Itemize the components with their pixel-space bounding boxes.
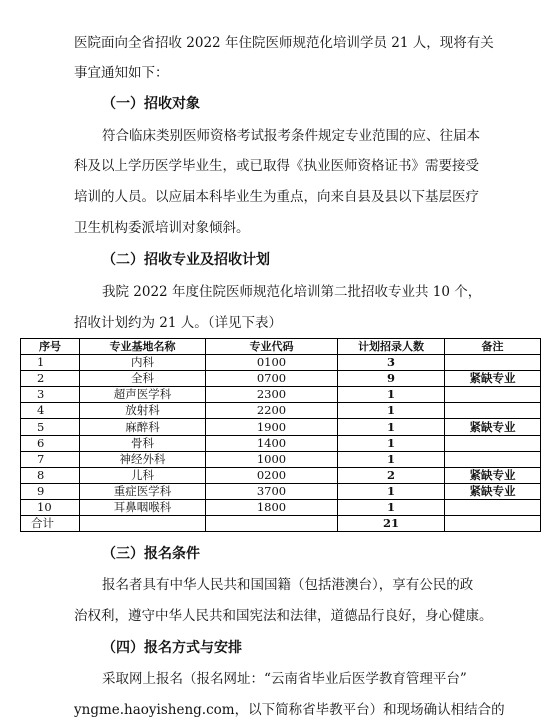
section-2-heading: （二）招收专业及招收计划 (102, 252, 270, 268)
intro-line-2: 事宜通知如下： (74, 65, 169, 81)
cell-base-name: 骨科 (80, 435, 206, 451)
section-4-line: 采取网上报名（报名网址：“云南省毕业后医学教育管理平台” (102, 671, 467, 687)
cell-code: 2300 (206, 387, 338, 403)
header-serial: 序号 (21, 339, 80, 355)
cell-serial: 9 (21, 483, 80, 499)
cell-serial: 10 (21, 499, 80, 515)
section-1-heading: （一）招收对象 (102, 96, 200, 112)
header-planned-count: 计划招录人数 (338, 339, 445, 355)
table-row (21, 499, 541, 515)
total-empty-cell (206, 516, 338, 532)
cell-code: 0100 (206, 355, 338, 371)
section-1-line: 科及以上学历医学毕业生，或已取得《执业医师资格证书》需要接受 (74, 158, 479, 174)
cell-planned-count: 1 (338, 499, 445, 515)
enrollment-plan-table (20, 338, 541, 532)
cell-remark (445, 499, 541, 515)
cell-serial: 7 (21, 451, 80, 467)
table-row (21, 403, 541, 419)
cell-remark: 紧缺专业 (445, 467, 541, 483)
section-3-heading: （三）报名条件 (102, 546, 200, 562)
cell-base-name: 超声医学科 (80, 387, 206, 403)
cell-code: 1400 (206, 435, 338, 451)
section-4-line: yngme.haoyisheng.com，以下简称省毕教平台）和现场确认相结合的 (74, 702, 505, 718)
section-4-heading: （四）报名方式与安排 (102, 640, 242, 656)
cell-code: 1000 (206, 451, 338, 467)
section-1-line: 培训的人员。以应届本科毕业生为重点，向来自县及县以下基层医疗 (74, 189, 479, 205)
cell-planned-count: 9 (338, 371, 445, 387)
cell-planned-count: 2 (338, 467, 445, 483)
cell-remark (445, 355, 541, 371)
table-row (21, 355, 541, 371)
cell-base-name: 内科 (80, 355, 206, 371)
total-label: 合计 (21, 516, 80, 532)
table-row (21, 435, 541, 451)
cell-remark: 紧缺专业 (445, 483, 541, 499)
cell-remark (445, 451, 541, 467)
header-code: 专业代码 (206, 339, 338, 355)
section-1-line: 卫生机构委派培训对象倾斜。 (74, 220, 250, 236)
intro-line-1: 医院面向全省招收 2022 年住院医师规范化培训学员 21 人，现将有关 (74, 35, 494, 51)
cell-planned-count: 1 (338, 403, 445, 419)
cell-code: 0700 (206, 371, 338, 387)
cell-planned-count: 1 (338, 419, 445, 435)
table-total-row (21, 516, 541, 532)
table-row (21, 419, 541, 435)
cell-remark (445, 403, 541, 419)
cell-remark: 紧缺专业 (445, 419, 541, 435)
cell-code: 0200 (206, 467, 338, 483)
cell-planned-count: 3 (338, 355, 445, 371)
cell-code: 1900 (206, 419, 338, 435)
total-empty-cell (80, 516, 206, 532)
table-row (21, 451, 541, 467)
cell-serial: 3 (21, 387, 80, 403)
cell-base-name: 神经外科 (80, 451, 206, 467)
table-row (21, 387, 541, 403)
cell-code: 2200 (206, 403, 338, 419)
cell-serial: 8 (21, 467, 80, 483)
cell-base-name: 耳鼻咽喉科 (80, 499, 206, 515)
section-3-line: 报名者具有中华人民共和国国籍（包括港澳台），享有公民的政 (102, 577, 474, 593)
cell-code: 3700 (206, 483, 338, 499)
cell-planned-count: 1 (338, 387, 445, 403)
cell-base-name: 重症医学科 (80, 483, 206, 499)
cell-serial: 6 (21, 435, 80, 451)
cell-base-name: 麻醉科 (80, 419, 206, 435)
cell-remark (445, 435, 541, 451)
section-1-line: 符合临床类别医师资格考试报考条件规定专业范围的应、往届本 (102, 128, 480, 144)
cell-base-name: 放射科 (80, 403, 206, 419)
cell-remark: 紧缺专业 (445, 371, 541, 387)
cell-planned-count: 1 (338, 435, 445, 451)
section-3-line: 治权利，遵守中华人民共和国宪法和法律，道德品行良好，身心健康。 (74, 608, 493, 624)
cell-serial: 1 (21, 355, 80, 371)
cell-planned-count: 1 (338, 483, 445, 499)
cell-planned-count: 1 (338, 451, 445, 467)
cell-serial: 2 (21, 371, 80, 387)
table-row (21, 467, 541, 483)
table-header-row (21, 339, 541, 355)
cell-base-name: 全科 (80, 371, 206, 387)
header-remark: 备注 (445, 339, 541, 355)
total-value: 21 (338, 516, 445, 532)
section-2-line: 我院 2022 年度住院医师规范化培训第二批招收专业共 10 个， (102, 284, 482, 300)
cell-base-name: 儿科 (80, 467, 206, 483)
total-empty-cell (445, 516, 541, 532)
table-row (21, 483, 541, 499)
section-2-line: 招收计划约为 21 人。（详见下表） (74, 315, 283, 331)
cell-remark (445, 387, 541, 403)
header-base-name: 专业基地名称 (80, 339, 206, 355)
cell-code: 1800 (206, 499, 338, 515)
cell-serial: 4 (21, 403, 80, 419)
cell-serial: 5 (21, 419, 80, 435)
table-row (21, 371, 541, 387)
